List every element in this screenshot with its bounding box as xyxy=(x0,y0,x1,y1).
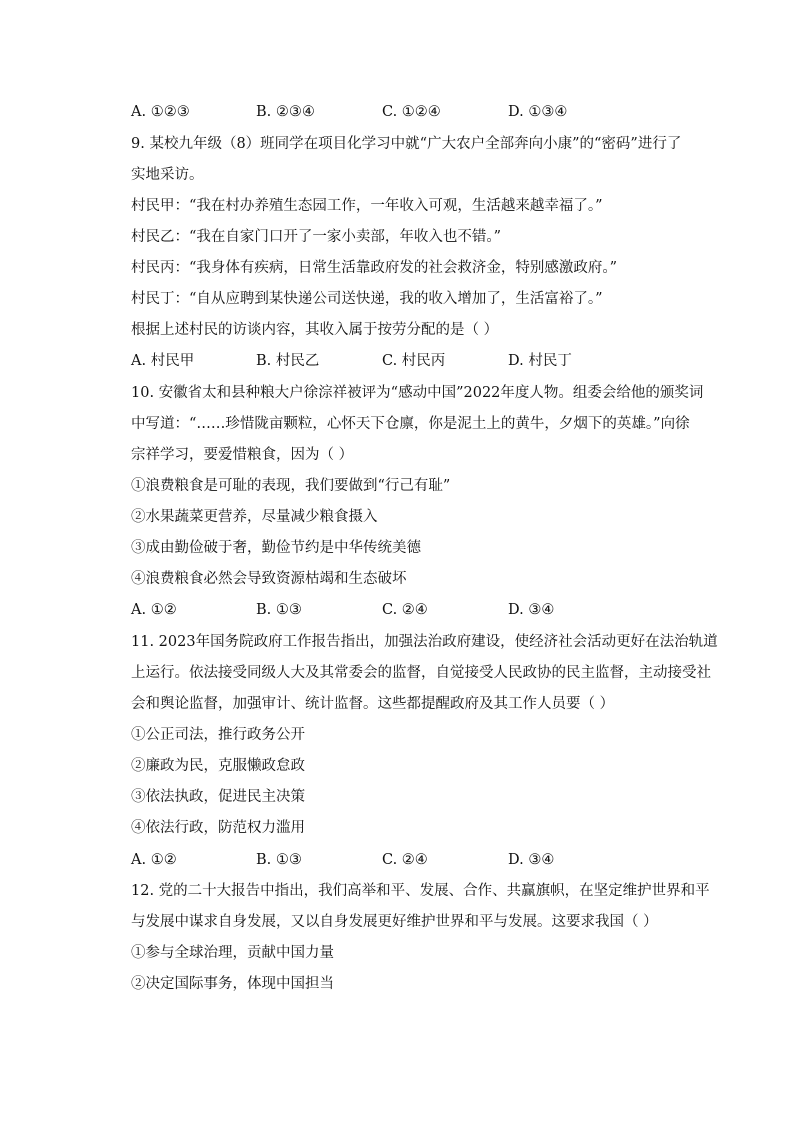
q9-question: 根据上述村民的访谈内容，其收入属于按劳分配的是（ ） xyxy=(131,322,499,338)
q10-stem-line1: 10. 安徽省太和县种粮大户徐淙祥被评为“感动中国”2022年度人物。组委会给他的颁奖词 xyxy=(131,385,704,401)
q11-item-3: ③依法执政，促进民主决策 xyxy=(131,789,305,805)
q11-stem-line2: 上运行。依法接受同级人大及其常委会的监督，自觉接受人民政协的民主监督，主动接受社 xyxy=(131,665,711,681)
q10-stem-line3: 宗祥学习，要爱惜粮食，因为（ ） xyxy=(131,447,354,463)
q9-option-b: B. 村民乙 xyxy=(256,353,320,369)
q11-option-c: C. ②④ xyxy=(382,852,428,868)
q11-item-1: ①公正司法，推行政务公开 xyxy=(131,727,305,743)
q11-option-b: B. ①③ xyxy=(256,852,302,868)
q11-item-2: ②廉政为民，克服懒政怠政 xyxy=(131,758,305,774)
q11-option-d: D. ③④ xyxy=(508,852,555,868)
q9-stem-line1: 9. 某校九年级（8）班同学在项目化学习中就“广大农户全部奔向小康”的“密码”进行了 xyxy=(131,136,682,152)
q12-item-1: ①参与全球治理，贡献中国力量 xyxy=(131,945,334,961)
q10-stem-line2: 中写道：“……珍惜陇亩颗粒，心怀天下仓廪，你是泥土上的黄牛，夕烟下的英雄。”向徐 xyxy=(131,416,690,432)
q9-quote-jia: 村民甲：“我在村办养殖生态园工作，一年收入可观，生活越来越幸福了。” xyxy=(131,198,603,214)
q10-option-d: D. ③④ xyxy=(508,602,555,618)
q11-stem-line3: 会和舆论监督，加强审计、统计监督。这些都提醒政府及其工作人员要（ ） xyxy=(131,696,615,712)
q11-stem-line1: 11. 2023年国务院政府工作报告指出，加强法治政府建设，使经济社会活动更好在法治轨道 xyxy=(131,634,718,650)
q8-option-d: D. ①③④ xyxy=(508,104,568,120)
q9-option-a: A. 村民甲 xyxy=(131,353,195,369)
q8-option-b: B. ②③④ xyxy=(256,104,315,120)
q12-stem-line1: 12. 党的二十大报告中指出，我们高举和平、发展、合作、共赢旗帜，在坚定维护世界和平 xyxy=(131,883,710,899)
q10-option-c: C. ②④ xyxy=(382,602,428,618)
q11-option-a: A. ①② xyxy=(131,852,177,868)
q10-item-3: ③成由勤俭破于奢，勤俭节约是中华传统美德 xyxy=(131,540,421,556)
q12-item-2: ②决定国际事务，体现中国担当 xyxy=(131,976,334,992)
q9-quote-yi: 村民乙：“我在自家门口开了一家小卖部，年收入也不错。” xyxy=(131,229,502,245)
q10-option-b: B. ①③ xyxy=(256,602,302,618)
q11-item-4: ④依法行政，防范权力滥用 xyxy=(131,820,305,836)
q9-quote-bing: 村民丙：“我身体有疾病，日常生活靠政府发的社会救济金，特别感激政府。” xyxy=(131,260,618,276)
q12-stem-line2: 与发展中谋求自身发展，又以自身发展更好维护世界和平与发展。这要求我国（ ） xyxy=(131,914,658,930)
q8-option-a: A. ①②③ xyxy=(131,104,190,120)
q9-stem-line2: 实地采访。 xyxy=(131,167,204,183)
q10-item-2: ②水果蔬菜更营养，尽量减少粮食摄入 xyxy=(131,509,378,525)
q10-item-4: ④浪费粮食必然会导致资源枯竭和生态破坏 xyxy=(131,571,407,587)
q10-option-a: A. ①② xyxy=(131,602,177,618)
q10-item-1: ①浪费粮食是可耻的表现，我们要做到“行己有耻” xyxy=(131,478,451,494)
q9-option-d: D. 村民丁 xyxy=(508,353,572,369)
q9-option-c: C. 村民丙 xyxy=(382,353,446,369)
q8-option-c: C. ①②④ xyxy=(382,104,441,120)
q9-quote-ding: 村民丁：“自从应聘到某快递公司送快递，我的收入增加了，生活富裕了。” xyxy=(131,291,603,307)
